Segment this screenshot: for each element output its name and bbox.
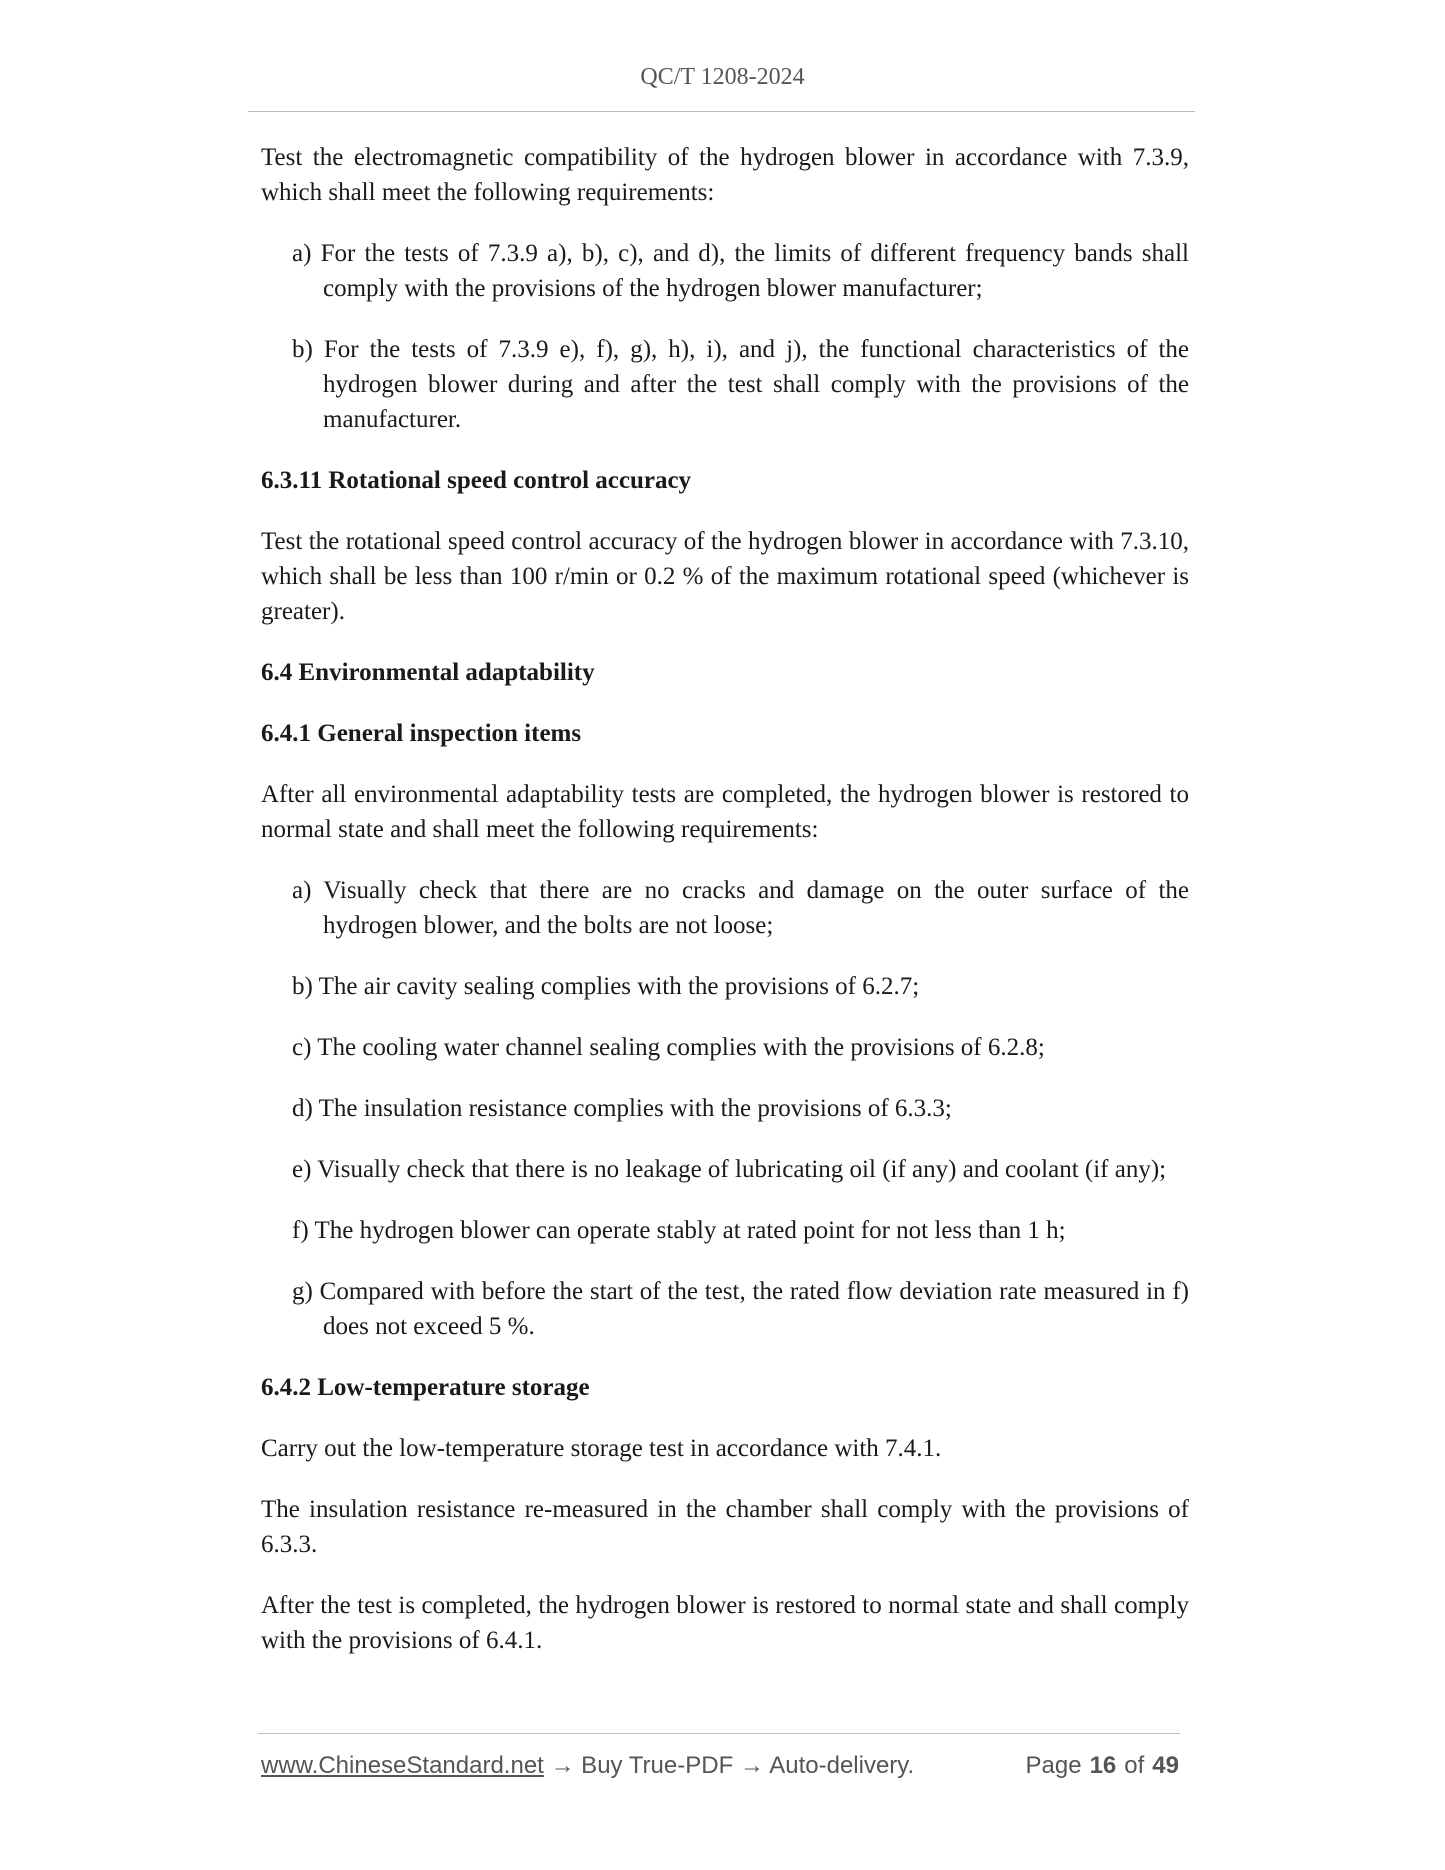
page-footer <box>261 1752 1181 1784</box>
general-item-b: b) The air cavity sealing complies with the provisions of 6.2.7; <box>292 973 920 1000</box>
general-item-a: a) Visually check that there are no cracks and damage on the outer surface of the hydrogen blower, and the bolts are not loose; <box>292 877 1189 939</box>
page-indicator <box>1026 1752 1179 1780</box>
page-header-doc-code: QC/T 1208-2024 <box>640 64 805 90</box>
general-item-c: c) The cooling water channel sealing complies with the provisions of 6.2.8; <box>292 1034 1045 1061</box>
of-label: of <box>1124 1752 1145 1779</box>
general-item-d: d) The insulation resistance complies with the provisions of 6.3.3; <box>292 1095 952 1122</box>
header-divider <box>248 111 1195 112</box>
paragraph-6-4-2-a: Carry out the low-temperature storage test in accordance with 7.4.1. <box>261 1435 942 1462</box>
document-body <box>261 140 1189 1684</box>
general-item-f: f) The hydrogen blower can operate stably at rated point for not less than 1 h; <box>292 1217 1066 1244</box>
chinesestandard-link[interactable]: www.ChineseStandard.net <box>261 1752 544 1779</box>
page-current: 16 <box>1089 1752 1117 1779</box>
page-total: 49 <box>1152 1752 1179 1779</box>
paragraph-6-4-2-c: After the test is completed, the hydrogen blower is restored to normal state and shall comply with the provisions of 6.4.1. <box>261 1592 1189 1654</box>
emc-item-a: a) For the tests of 7.3.9 a), b), c), and d), the limits of different frequency bands shall comply with the provisions of the hydrogen blower manufacturer; <box>292 240 1189 302</box>
footer-promo <box>261 1752 914 1780</box>
emc-item-b: b) For the tests of 7.3.9 e), f), g), h), i), and j), the functional characteristics of the hydrogen blower during and after the test shall comply with the provisions of the manufacturer. <box>292 336 1189 433</box>
section-heading-6-4: 6.4 Environmental adaptability <box>261 659 595 686</box>
general-item-e: e) Visually check that there is no leakage of lubricating oil (if any) and coolant (if any); <box>292 1156 1167 1183</box>
section-heading-6-4-2: 6.4.2 Low-temperature storage <box>261 1374 590 1401</box>
section-heading-6-4-1: 6.4.1 General inspection items <box>261 720 582 747</box>
paragraph-6-4-2-b: The insulation resistance re-measured in the chamber shall comply with the provisions of 6.3.3. <box>261 1496 1189 1558</box>
footer-divider <box>258 1733 1180 1734</box>
paragraph-6-4-1: After all environmental adaptability tests are completed, the hydrogen blower is restored to normal state and shall meet the following requirements: <box>261 781 1189 843</box>
intro-paragraph: Test the electromagnetic compatibility of the hydrogen blower in accordance with 7.3.9, which shall meet the following requirements: <box>261 144 1189 206</box>
general-item-g: g) Compared with before the start of the test, the rated flow deviation rate measured in f) does not exceed 5 %. <box>292 1278 1189 1340</box>
page-label: Page <box>1025 1752 1082 1779</box>
footer-promo-text: → Buy True-PDF → Auto-delivery. <box>550 1752 915 1779</box>
paragraph-6-3-11: Test the rotational speed control accuracy of the hydrogen blower in accordance with 7.3.10, which shall be less than 100 r/min or 0.2 % of the maximum rotational speed (whichever is greater). <box>261 528 1189 625</box>
section-heading-6-3-11: 6.3.11 Rotational speed control accuracy <box>261 467 692 494</box>
